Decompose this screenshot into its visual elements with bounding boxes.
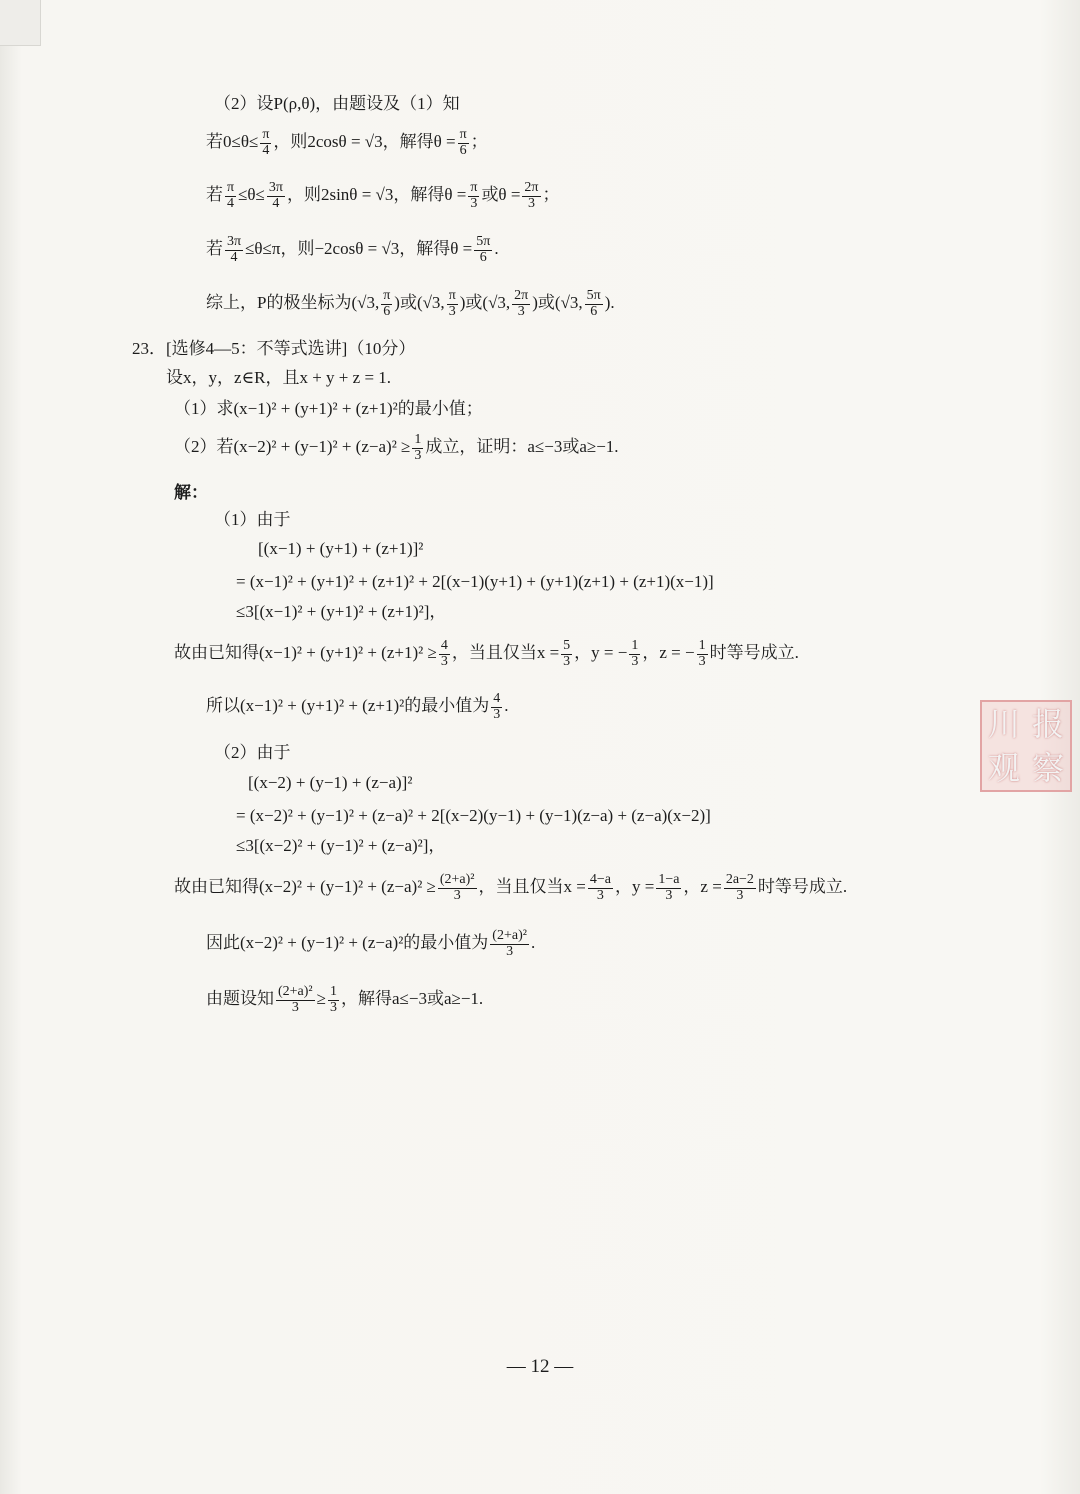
fraction: $\frac{\pi}{3}$ [470, 180, 478, 211]
fraction: $\frac{1-a}{3}$ [658, 872, 680, 903]
fraction: $\frac{5\pi}{6}$ [476, 234, 491, 265]
fraction: $\frac{1}{3}$ [698, 638, 706, 669]
q23-given: 设x，y，z∈R，且x + y + z = 1. [166, 368, 392, 387]
fraction: $\frac{\pi}{6}$ [459, 127, 467, 158]
fraction: $\frac{4-a}{3}$ [589, 872, 611, 903]
fraction: $\frac{1}{3}$ [329, 984, 337, 1015]
q23-part1: （1）求(x−1)² + (y+1)² + (z+1)²的最小值； [174, 399, 483, 418]
scan-corner [0, 0, 41, 46]
page-number: — 12 — [506, 1356, 574, 1377]
q23-part2: （2）若(x−2)² + (y−1)² + (z−a)² ≥ $\frac{1}{3}$ 成立，证明：a≤−3或a≥−1. [174, 432, 619, 463]
fraction: $\frac{\pi}{4}$ [262, 127, 270, 158]
stamp-char: 川 [987, 705, 1020, 743]
s1-minimum: 所以(x−1)² + (y+1)² + (z+1)²的最小值为 $\frac{4}{3}$ . [206, 691, 509, 722]
fraction: $\frac{\pi}{6}$ [383, 288, 391, 319]
fraction: $\frac{3\pi}{4}$ [268, 180, 283, 211]
part2-case3: 若 $\frac{3\pi}{4}$ ≤θ≤π，则−2cosθ = √3，解得θ = $\frac{5\pi}{6}$ . [206, 234, 499, 265]
fraction: $\frac{\text{(2+a)²}}{3}$ [278, 984, 313, 1015]
fraction: $\frac{4}{3}$ [493, 691, 501, 722]
stamp-char: 报 [1031, 705, 1064, 743]
s1-line3: ≤3[(x−1)² + (y+1)² + (z+1)²]， [236, 602, 447, 621]
fraction: $\frac{2\pi}{3}$ [524, 180, 539, 211]
fraction: $\frac{1}{3}$ [631, 638, 639, 669]
solution-label: 解： [174, 483, 208, 502]
fraction: $\frac{2\pi}{3}$ [514, 288, 529, 319]
s1-head: （1）由于 [214, 510, 291, 529]
fraction: $\frac{5\pi}{6}$ [586, 288, 601, 319]
s1-line2: = (x−1)² + (y+1)² + (z+1)² + 2[(x−1)(y+1) + (y+1)(z+1) + (z+1)(x−1)] [236, 572, 714, 591]
fraction: $\frac{\text{(2+a)²}}{3}$ [492, 928, 527, 959]
fraction: $\frac{\text{(2+a)²}}{3}$ [439, 872, 475, 903]
fraction: $\frac{3\pi}{4}$ [227, 234, 242, 265]
fraction: $\frac{\pi}{4}$ [227, 180, 235, 211]
fraction: $\frac{4}{3}$ [440, 638, 448, 669]
s1-conclusion: 故由已知得(x−1)² + (y+1)² + (z+1)² ≥ $\frac{4}{3}$ ，当且仅当x = $\frac{5}{3}$ ，y = − $\frac{1}{3}$ ，z = − $\frac{1}{3}$ 时等号成立. [174, 638, 799, 669]
part2-case2: 若 $\frac{\pi}{4}$ ≤θ≤ $\frac{3\pi}{4}$ ，则2sinθ = √3，解得θ = $\frac{\pi}{3}$ 或θ = $\frac{2\pi}{3}$ ； [206, 180, 560, 211]
s2-conclusion: 故由已知得(x−2)² + (y−1)² + (z−a)² ≥ $\frac{\text{(2+a)²}}{3}$ ，当且仅当x = $\frac{4-a}{3}$ ，y = $\frac{1-a}{3}$ ，z = $\frac{2a-2}{3}$ 时等号成立. [174, 872, 848, 903]
fraction: $\frac{\pi}{3}$ [448, 288, 456, 319]
stamp-char: 察 [1031, 749, 1064, 787]
s1-line1: [(x−1) + (y+1) + (z+1)]² [258, 539, 424, 558]
s2-line3: ≤3[(x−2)² + (y−1)² + (z−a)²]， [236, 836, 446, 855]
fraction: $\frac{5}{3}$ [563, 638, 571, 669]
part2-case1: 若0≤θ≤ $\frac{\pi}{4}$ ，则2cosθ = √3，解得θ = $\frac{\pi}{6}$ ； [206, 127, 488, 158]
stamp-char: 观 [987, 749, 1020, 787]
part2-intro: （2）设P(ρ,θ)，由题设及（1）知 [214, 94, 460, 113]
s2-head: （2）由于 [214, 743, 291, 762]
s2-line1: [(x−2) + (y−1) + (z−a)]² [248, 773, 413, 792]
s2-line2: = (x−2)² + (y−1)² + (z−a)² + 2[(x−2)(y−1) + (y−1)(z−a) + (z−a)(x−2)] [236, 806, 711, 825]
watermark-stamp [980, 700, 1072, 792]
part2-summary: 综上，P的极坐标为(√3, $\frac{\pi}{6}$ )或(√3, $\frac{\pi}{3}$ )或(√3, $\frac{2\pi}{3}$ )或(√3, $\frac{5\pi}{6}$ ). [206, 288, 615, 319]
s2-final: 由题设知 $\frac{\text{(2+a)²}}{3}$ ≥ $\frac{1}{3}$ ，解得a≤−3或a≥−1. [206, 984, 484, 1015]
fraction: $\frac{1}{3}$ [414, 432, 422, 463]
q23-title: 23．[选修4—5：不等式选讲]（10分） [132, 339, 416, 358]
fraction: $\frac{2a-2}{3}$ [725, 872, 754, 903]
s2-minimum: 因此(x−2)² + (y−1)² + (z−a)²的最小值为 $\frac{\text{(2+a)²}}{3}$ . [206, 928, 536, 959]
